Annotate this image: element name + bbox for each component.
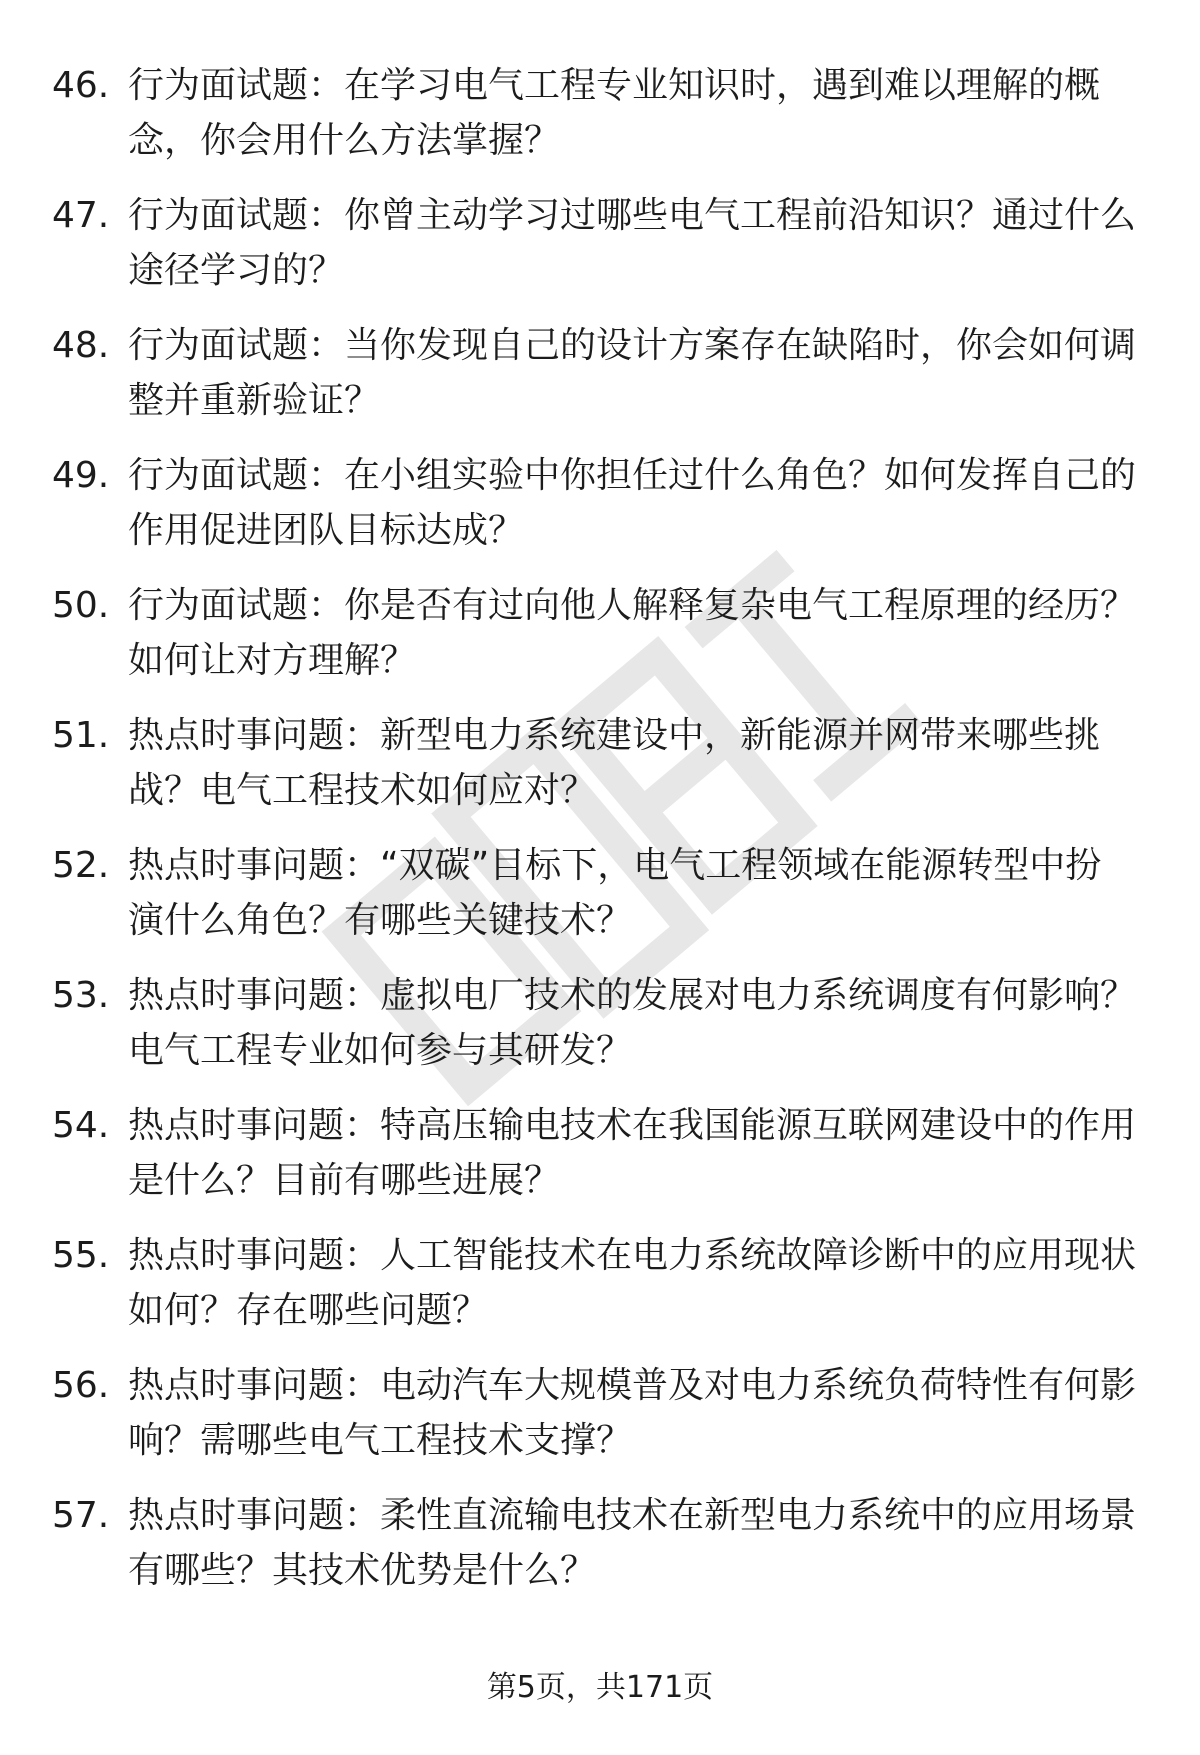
item-text-line: 热点时事问题：“双碳”目标下，电气工程领域在能源转型中扮 [128, 845, 1102, 886]
item-text-line: 如何让对方理解？ [128, 640, 417, 681]
item-text-line: 作用促进团队目标达成？ [128, 510, 525, 551]
page-footer: 第5页，共171页 [486, 1670, 714, 1705]
item-number: 52. [52, 845, 110, 886]
item-text [128, 838, 1138, 948]
list-item [0, 318, 1200, 448]
item-text-line: 整并重新验证？ [128, 380, 381, 421]
list-item [0, 188, 1200, 318]
item-text-line: 如何？存在哪些问题？ [128, 1290, 489, 1331]
item-number: 57. [52, 1495, 110, 1536]
item-text-line: 是什么？目前有哪些进展？ [128, 1160, 561, 1201]
item-text [128, 448, 1138, 558]
item-text [128, 1488, 1138, 1598]
item-number: 47. [52, 195, 110, 236]
item-text-line: 行为面试题：在小组实验中你担任过什么角色？如何发挥自己的 [128, 455, 1137, 496]
list-item [0, 1358, 1200, 1488]
item-text-line: 响？需哪些电气工程技术支撑？ [128, 1420, 633, 1461]
item-text-line: 热点时事问题：特高压输电技术在我国能源互联网建设中的作用 [128, 1105, 1137, 1146]
list-item [0, 1098, 1200, 1228]
list-item [0, 578, 1200, 708]
item-text-line: 行为面试题：在学习电气工程专业知识时，遇到难以理解的概 [128, 65, 1101, 106]
item-text-line: 热点时事问题：柔性直流输电技术在新型电力系统中的应用场景 [128, 1495, 1137, 1536]
item-text-line: 行为面试题：你曾主动学习过哪些电气工程前沿知识？通过什么 [128, 195, 1137, 236]
item-number: 48. [52, 325, 110, 366]
item-text-line: 行为面试题：你是否有过向他人解释复杂电气工程原理的经历？ [128, 585, 1137, 626]
list-item [0, 1228, 1200, 1358]
item-number: 46. [52, 65, 110, 106]
item-text [128, 968, 1138, 1078]
item-number: 55. [52, 1235, 110, 1276]
item-number: 53. [52, 975, 110, 1016]
item-text-line: 演什么角色？有哪些关键技术？ [128, 900, 633, 941]
item-text-line: 行为面试题：当你发现自己的设计方案存在缺陷时，你会如何调 [128, 325, 1137, 366]
list-item [0, 58, 1200, 188]
question-list [0, 58, 1200, 1618]
item-text-line: 热点时事问题：人工智能技术在电力系统故障诊断中的应用现状 [128, 1235, 1137, 1276]
list-item [0, 1488, 1200, 1618]
item-number: 50. [52, 585, 110, 626]
list-item [0, 838, 1200, 968]
item-text [128, 58, 1138, 168]
item-number: 56. [52, 1365, 110, 1406]
item-text-line: 途径学习的？ [128, 250, 345, 291]
item-number: 49. [52, 455, 110, 496]
list-item [0, 708, 1200, 838]
item-text [128, 1098, 1138, 1208]
item-text [128, 708, 1138, 818]
item-text [128, 1358, 1138, 1468]
item-text-line: 热点时事问题：新型电力系统建设中，新能源并网带来哪些挑 [128, 715, 1101, 756]
item-text [128, 188, 1138, 298]
item-number: 51. [52, 715, 110, 756]
item-text-line: 电气工程专业如何参与其研发？ [128, 1030, 633, 1071]
item-text [128, 1228, 1138, 1338]
item-text [128, 578, 1138, 688]
item-text-line: 热点时事问题：电动汽车大规模普及对电力系统负荷特性有何影 [128, 1365, 1137, 1406]
list-item [0, 968, 1200, 1098]
item-text-line: 热点时事问题：虚拟电厂技术的发展对电力系统调度有何影响？ [128, 975, 1137, 1016]
item-text-line: 有哪些？其技术优势是什么？ [128, 1550, 597, 1591]
item-text-line: 战？电气工程技术如何应对？ [128, 770, 597, 811]
item-text-line: 念，你会用什么方法掌握？ [128, 120, 561, 161]
list-item [0, 448, 1200, 578]
item-number: 54. [52, 1105, 110, 1146]
item-text [128, 318, 1138, 428]
